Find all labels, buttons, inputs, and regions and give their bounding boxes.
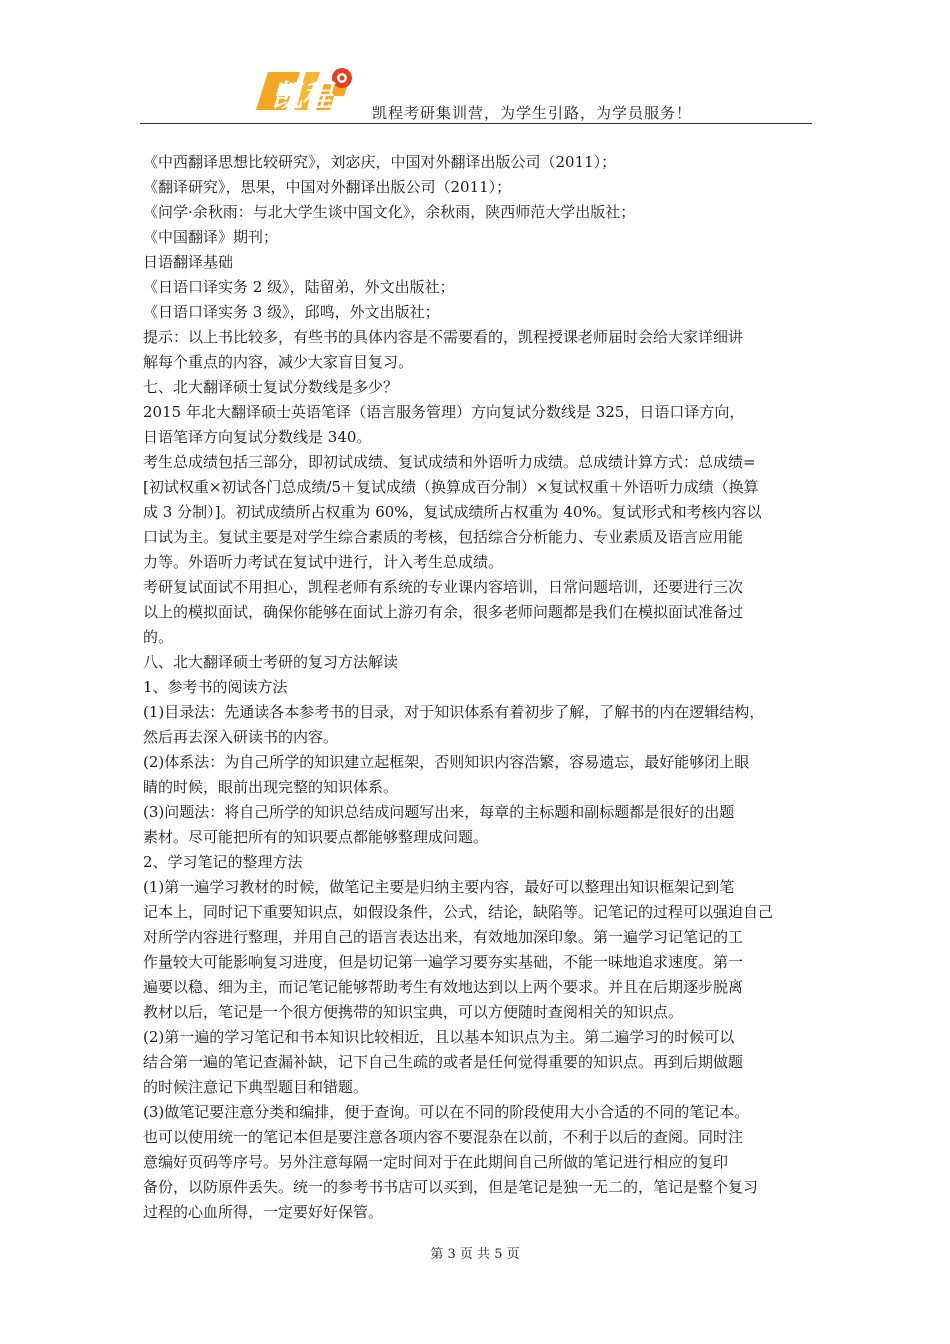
text-line: 《问学·余秋雨：与北大学生谈中国文化》，余秋雨，陕西师范大学出版社； — [143, 203, 636, 221]
text-line: 2、学习笔记的整理方法 — [143, 853, 303, 871]
text-line: 《翻译研究》，思果，中国对外翻译出版公司（2011）； — [143, 178, 512, 196]
text-line: 《中国翻译》期刊； — [143, 228, 279, 246]
text-line: (3)做笔记要注意分类和编排，便于查询。可以在不同的阶段使用大小合适的不同的笔记本。 — [143, 1103, 750, 1121]
text-line: 日语笔译方向复试分数线是 340。 — [143, 428, 372, 446]
text-line: 力等。外语听力考试在复试中进行，计入考生总成绩。 — [143, 553, 504, 571]
text-line: 2015 年北大翻译硕士英语笔译（语言服务管理）方向复试分数线是 325，日语口译方向， — [143, 403, 745, 421]
page-indicator: 第 3 页 共 5 页 — [430, 1247, 520, 1262]
svg-text:凯程: 凯程 — [272, 79, 332, 114]
text-line: 提示：以上书比较多，有些书的具体内容是不需要看的，凯程授课老师届时会给大家详细讲 — [143, 328, 744, 346]
text-line: 然后再去深入研读书的内容。 — [143, 728, 339, 746]
text-line: 作量较大可能影响复习进度，但是切记第一遍学习要夯实基础，不能一味地追求速度。第一 — [143, 953, 744, 971]
text-line: 成 3 分制）]。初试成绩所占权重为 60%，复试成绩所占权重为 40%。复试形式和考核内容以 — [143, 503, 762, 521]
text-line: 睛的时候，眼前出现完整的知识体系。 — [143, 778, 399, 796]
text-line: 记本上，同时记下重要知识点，如假设条件，公式，结论，缺陷等。记笔记的过程可以强迫自己 — [143, 903, 774, 921]
text-line: 也可以使用统一的笔记本但是要注意各项内容不要混杂在以前，不利于以后的查阅。同时注 — [143, 1128, 744, 1146]
document-body — [143, 150, 815, 1225]
text-line: 1、参考书的阅读方法 — [143, 678, 288, 696]
text-line: 七、北大翻译硕士复试分数线是多少？ — [143, 378, 399, 396]
text-line: (2)第一遍的学习笔记和书本知识比较相近，且以基本知识点为主。第二遍学习的时候可以 — [143, 1028, 735, 1046]
text-line: 《日语口译实务 2 级》，陆留弟，外文出版社； — [143, 278, 455, 296]
header-divider — [140, 123, 812, 124]
text-line: 《中西翻译思想比较研究》，刘宓庆，中国对外翻译出版公司（2011）； — [143, 153, 617, 171]
text-line: 意编好页码等序号。另外注意每隔一定时间对于在此期间自己所做的笔记进行相应的复印 — [143, 1153, 729, 1171]
text-line: 口试为主。复试主要是对学生综合素质的考核，包括综合分析能力、专业素质及语言应用能 — [143, 528, 744, 546]
text-line: 遍要以稳、细为主，而记笔记能够帮助考生有效地达到以上两个要求。并且在后期逐步脱离 — [143, 978, 744, 996]
text-line: 过程的心血所得，一定要好好保管。 — [143, 1203, 384, 1221]
text-line: 的时候注意记下典型题目和错题。 — [143, 1078, 369, 1096]
text-line: 教材以后，笔记是一个很方便携带的知识宝典，可以方便随时查阅相关的知识点。 — [143, 1003, 684, 1021]
text-line: 备份，以防原件丢失。统一的参考书书店可以买到，但是笔记是独一无二的，笔记是整个复习 — [143, 1178, 759, 1196]
text-line: (1)第一遍学习教材的时候，做笔记主要是归纳主要内容，最好可以整理出知识框架记到笔 — [143, 878, 735, 896]
text-line: 结合第一遍的笔记查漏补缺，记下自己生疏的或者是任何觉得重要的知识点。再到后期做题 — [143, 1053, 744, 1071]
text-line: [初试权重×初试各门总成绩/5＋复试成绩（换算成百分制）×复试权重＋外语听力成绩（换算 — [143, 478, 759, 496]
text-line: 八、北大翻译硕士考研的复习方法解读 — [143, 653, 399, 671]
text-line: 素材。尽可能把所有的知识要点都能够整理成问题。 — [143, 828, 489, 846]
text-line: (3)问题法：将自己所学的知识总结成问题写出来，每章的主标题和副标题都是很好的出题 — [143, 803, 735, 821]
text-line: (1)目录法：先通读各本参考书的目录，对于知识体系有着初步了解，了解书的内在逻辑结构， — [143, 703, 765, 721]
kaicheng-logo — [250, 62, 360, 120]
text-line: 的。 — [143, 628, 174, 646]
text-line: 《日语口译实务 3 级》，邱鸣，外文出版社； — [143, 303, 440, 321]
text-line: 解每个重点的内容，减少大家盲目复习。 — [143, 353, 414, 371]
page-header — [140, 58, 812, 124]
text-line: 对所学内容进行整理，并用自己的语言表达出来，有效地加深印象。第一遍学习记笔记的工 — [143, 928, 744, 946]
text-line: 考生总成绩包括三部分，即初试成绩、复试成绩和外语听力成绩。总成绩计算方式：总成绩= — [143, 453, 756, 471]
text-line: 考研复试面试不用担心，凯程老师有系统的专业课内容培训，日常问题培训，还要进行三次 — [143, 578, 744, 596]
header-slogan: 凯程考研集训营，为学生引路，为学员服务！ — [372, 104, 693, 122]
text-line: 日语翻译基础 — [143, 253, 234, 271]
text-line: 以上的模拟面试，确保你能够在面试上游刃有余，很多老师问题都是我们在模拟面试准备过 — [143, 603, 744, 621]
text-line: (2)体系法：为自己所学的知识建立起框架，否则知识内容浩繁，容易遗忘，最好能够闭上眼 — [143, 753, 750, 771]
